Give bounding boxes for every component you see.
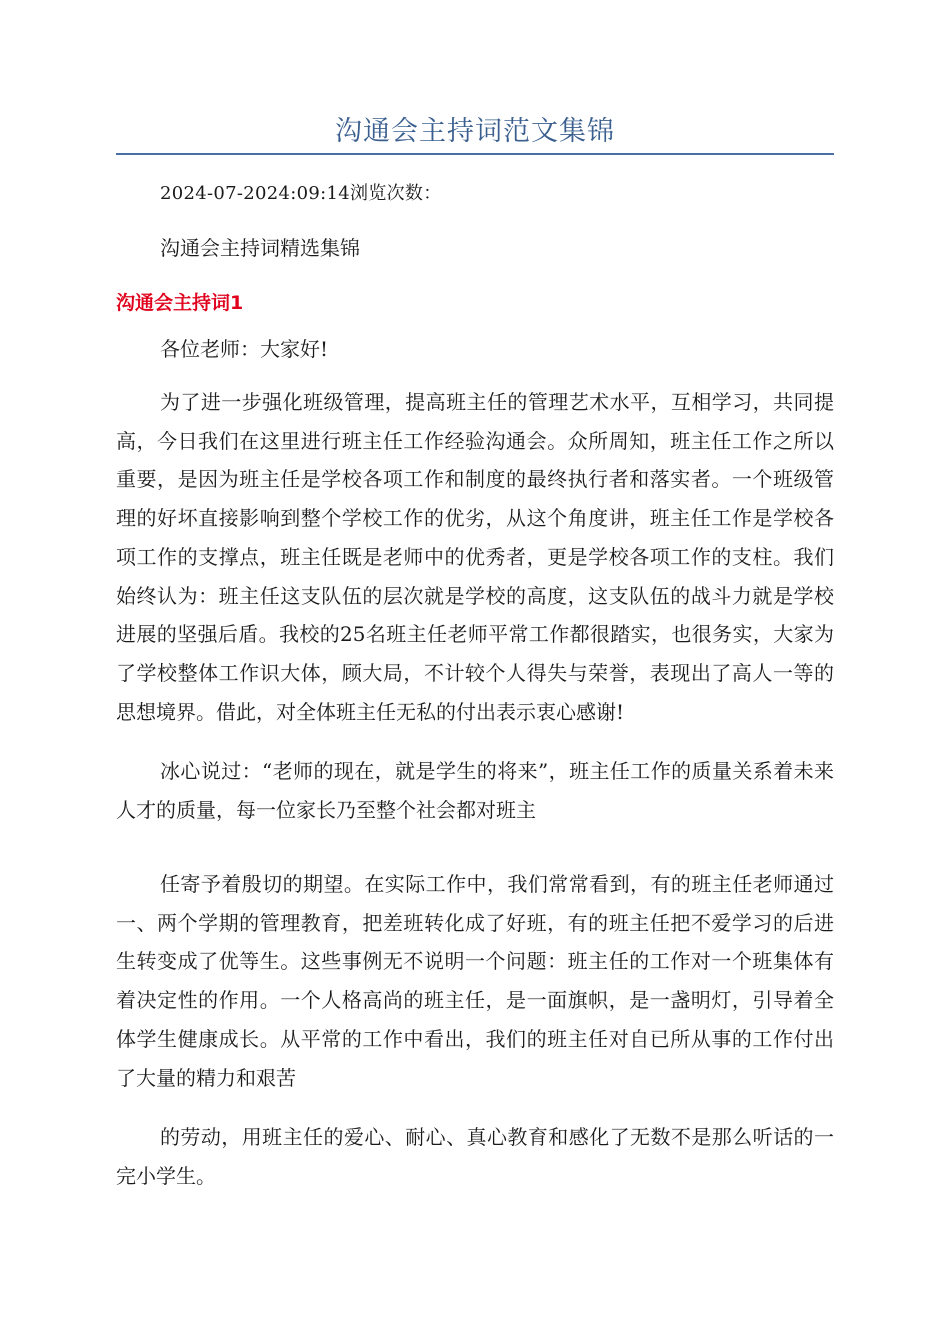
- document-subtitle: 沟通会主持词精选集锦: [160, 236, 360, 260]
- title-divider: [116, 153, 834, 155]
- paragraph-expectations: 任寄予着殷切的期望。在实际工作中，我们常常看到，有的班主任老师通过一、两个学期的管理教育，把差班转化成了好班，有的班主任把不爱学习的后进生转变成了优等生。这些事例无不说明一个问题：班主任的工作对一个班集体有着决定性的作用。一个人格高尚的班主任，是一面旗帜，是一盏明灯，引导着全体学生健康成长。从平常的工作中看出，我们的班主任对自已所从事的工作付出了大量的精力和艰苦: [116, 872, 834, 1090]
- paragraph-intro: 为了进一步强化班级管理，提高班主任的管理艺术水平，互相学习，共同提高，今日我们在这里进行班主任工作经验沟通会。众所周知，班主任工作之所以重要，是因为班主任是学校各项工作和制度的最终执行者和落实者。一个班级管理的好坏直接影响到整个学校工作的优劣，从这个角度讲，班主任工作是学校各项工作的支撑点，班主任既是老师中的优秀者，更是学校各项工作的支柱。我们始终认为：班主任这支队伍的层次就是学校的高度，这支队伍的战斗力就是学校进展的坚强后盾。我校的25名班主任老师平常工作都很踏实，也很务实，大家为了学校整体工作识大体，顾大局，不计较个人得失与荣誉，表现出了高人一等的思想境界。借此，对全体班主任无私的付出表示衷心感谢!: [116, 390, 834, 724]
- document-title: 沟通会主持词范文集锦: [335, 116, 615, 147]
- paragraph-greeting: 各位老师：大家好!: [160, 337, 329, 361]
- section-heading: 沟通会主持词1: [116, 292, 244, 314]
- publish-meta: 2024-07-2024:09:14浏览次数：: [160, 183, 442, 204]
- paragraph-conclusion: 的劳动，用班主任的爱心、耐心、真心教育和感化了无数不是那么听话的一完小学生。: [116, 1125, 834, 1188]
- paragraph-quote: 冰心说过：“老师的现在，就是学生的将来”，班主任工作的质量关系着未来人才的质量，每一位家长乃至整个社会都对班主: [116, 759, 834, 822]
